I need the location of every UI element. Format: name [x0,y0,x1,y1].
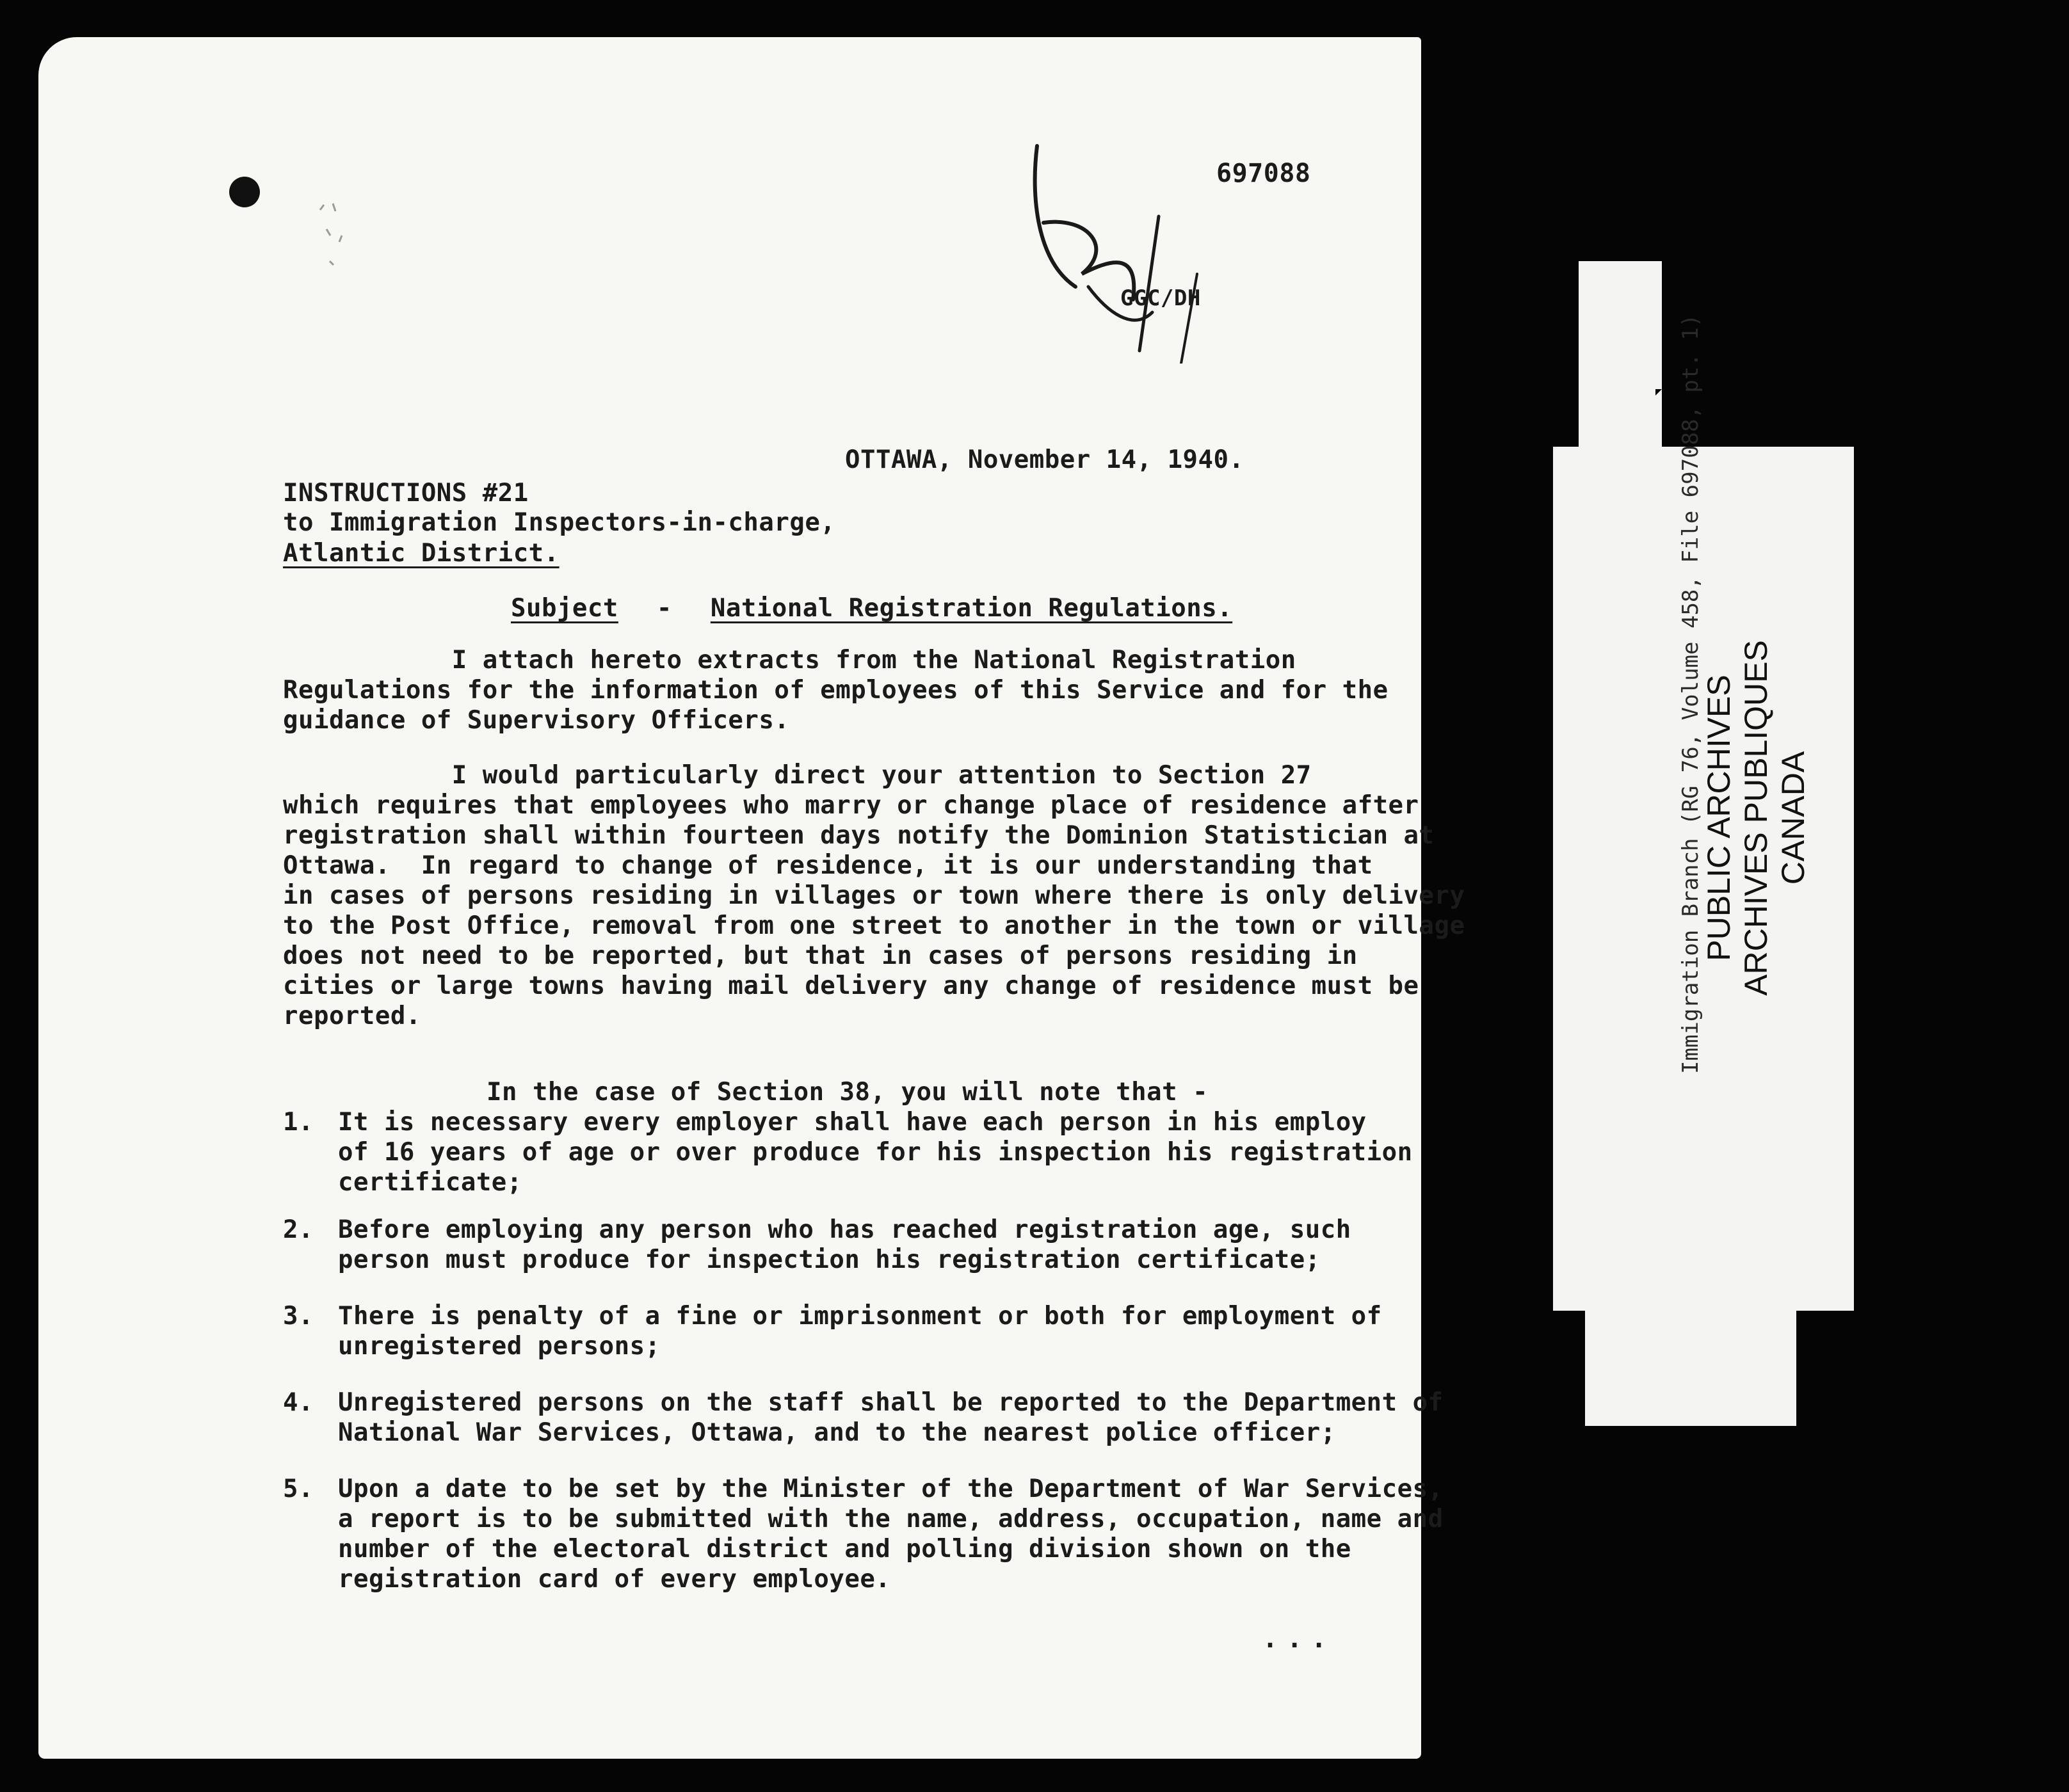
list-item-text: Before employing any person who has reached registration age, such person must produce for inspection his registration certificate; [338,1215,1351,1274]
addressee: to Immigration Inspectors-in-charge, [283,508,836,537]
list-item-number: 1. [283,1108,314,1137]
district: Atlantic District. [283,539,560,568]
subject-label: Subject [511,594,618,623]
date-line: OTTAWA, November 14, 1940. [845,445,1244,474]
list-item-text: Unregistered persons on the staff shall be reported to the Department of National War Services, Ottawa, and to the nearest police officer; [338,1388,1444,1447]
continuation-dots: ... [1262,1624,1336,1654]
subject-line [511,594,1232,623]
list-item-number: 5. [283,1475,314,1503]
paragraph-2: I would particularly direct your attention to Section 27 which requires that employees who marry or change place of residence after registration shall within fourteen days notify the Dominion Statistician at Ottawa. In regard to change of residence, it is our understanding that in cases of persons residing in villages or town where there is only delivery to the Post Office, removal from one street to another in the town or village does not need to be reported, but that in cases of persons residing in cities or large towns having mail delivery any change of residence must be reported. [283,761,1465,1030]
subject-text: National Registration Regulations. [710,594,1233,623]
pencil-marks [307,184,384,287]
list-item-text: There is penalty of a fine or imprisonment or both for employment of unregistered persons; [338,1302,1382,1361]
stamp-line-3: CANADA [1775,751,1811,885]
archive-reference: Immigration Branch (RG 76, Volume 458, File 697088, pt. 1) [1678,314,1703,1074]
typist-initials: GGC/DH [1120,285,1201,311]
list-item-text: Upon a date to be set by the Minister of the Department of War Services, a report is to be submitted with the name, address, occupation, name and number of the electoral district and polling division shown on the registration card of every employee. [338,1475,1444,1594]
punch-hole [229,177,260,207]
subject-dash: - [656,594,672,623]
archive-label [1534,261,1873,1426]
instruction-title: INSTRUCTIONS #21 [283,479,529,508]
stamp-line-1: PUBLIC ARCHIVES [1701,675,1737,961]
paragraph-3-intro: In the case of Section 38, you will note that - [487,1078,1209,1107]
paragraph-1: I attach hereto extracts from the National Registration Regulations for the information of employees of this Service and for the guidance of Supervisory Officers. [283,646,1389,735]
archive-stamp [1700,588,1812,1048]
list-item-number: 4. [283,1388,314,1417]
list-item-number: 3. [283,1302,314,1331]
stamp-line-2: ARCHIVES PUBLIQUES [1738,640,1774,996]
document-page [38,37,1465,1759]
list-item-text: It is necessary every employer shall have each person in his employ of 16 years of age or over produce for his inspection his registration certificate; [338,1108,1413,1197]
list-item-number: 2. [283,1215,314,1244]
file-number: 697088 [1216,159,1311,188]
handwritten-initials [1011,120,1216,364]
